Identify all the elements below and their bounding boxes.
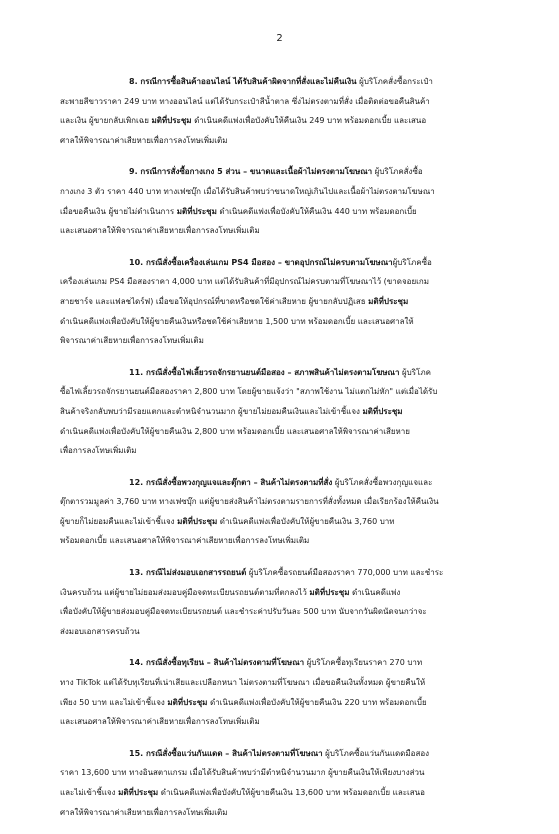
case-line	[60, 744, 506, 764]
case-heading: 13. กรณีไม่ส่งมอบเอกสารรถยนต์	[129, 568, 247, 578]
case-item-12	[60, 473, 506, 551]
case-line	[60, 162, 506, 182]
case-item-10	[60, 253, 506, 351]
case-text: ดำเนินคดีแพ่งเพื่อบังคับให้ผู้ขายคืนเงิน 3,760 บาท	[217, 516, 395, 526]
case-heading: 8. กรณีการซื้อสินค้าออนไลน์ ได้รับสินค้าผิดจากที่สั่งและไม่คืนเงิน	[129, 77, 357, 86]
case-line: เครื่องเล่นเกม PS4 มือสองราคา 4,000 บาท แต่ได้รับสินค้าที่มีอุปกรณ์ไม่ครบตามที่โฆษณาไว้ (ขาดจอยเกม	[60, 277, 429, 287]
resolution-label: มติที่ประชุม	[177, 516, 218, 526]
case-text: และไม่เข้าชี้แจง	[60, 788, 119, 797]
resolution-label: มติที่ประชุม	[368, 296, 409, 306]
case-line: พร้อมดอกเบี้ย และเสนอศาลให้พิจารณาค่าเสียหายเพื่อการลงโทษเพิ่มเติม	[60, 536, 310, 546]
resolution-label: มติที่ประชุม	[167, 697, 208, 707]
case-text: ผู้บริโภคซื้อ	[392, 257, 432, 267]
case-heading: 14. กรณีสั่งซื้อทุเรียน – สินค้าไม่ตรงตามที่โฆษณา	[129, 658, 305, 668]
resolution-label: มติที่ประชุม	[309, 587, 350, 597]
case-item-8	[60, 72, 506, 150]
case-text: ผู้บริโภคสั่งซื้อกระเป๋า	[356, 77, 433, 86]
page-number: 2	[276, 33, 283, 44]
case-text: เมื่อขอคืนเงิน ผู้ขายไม่ดำเนินการ	[60, 206, 177, 216]
case-line	[60, 292, 506, 312]
case-heading: 12. กรณีสั่งซื้อพวงกุญแจและตุ๊กตา – สินค้าไม่ตรงตามที่สั่ง	[129, 477, 333, 487]
case-text: ดำเนินคดีแพ่งเพื่อบังคับให้ผู้ขายคืนเงิน 220 บาท พร้อมดอกเบี้ย	[207, 697, 427, 707]
case-text: ดำเนินคดีแพ่งเพื่อบังคับให้คืนเงิน 249 บาท พร้อมดอกเบี้ย และเสนอ	[191, 116, 427, 126]
case-line	[60, 693, 506, 713]
case-text: ดำเนินคดีแพ่ง	[349, 587, 401, 597]
case-item-14	[60, 653, 506, 731]
case-text: ผู้ขายก็ไม่ยอมคืนและไม่เข้าชี้แจง	[60, 516, 178, 526]
case-line: เพื่อการลงโทษเพิ่มเติม	[60, 446, 137, 456]
case-line: ดำเนินคดีแพ่งเพื่อบังคับให้ผู้ขายคืนเงิน 2,800 บาท พร้อมดอกเบี้ย และเสนอศาลให้พิจารณาค่าเสียหาย	[60, 426, 410, 436]
case-line	[60, 253, 506, 273]
case-heading: 15. กรณีสั่งซื้อแว่นกันแดด – สินค้าไม่ตรงตามที่โฆษณา	[129, 748, 323, 758]
case-line	[60, 653, 506, 673]
case-text: ผู้บริโภคสั่งซื้อพวงกุญแจและ	[332, 477, 433, 487]
case-line	[60, 563, 506, 583]
case-heading: 9. กรณีการสั่งซื้อกางเกง 5 ส่วน – ขนาดและเนื้อผ้าไม่ตรงตามโฆษณา	[129, 167, 373, 177]
case-line	[60, 202, 506, 222]
case-line	[60, 111, 506, 131]
case-line	[60, 473, 506, 493]
case-line: กางเกง 3 ตัว ราคา 440 บาท ทางเฟซบุ๊ก เมื่อได้รับสินค้าพบว่าขนาดใหญ่เกินไปและเนื้อผ้าไม่ตรงตามโฆษณา	[60, 186, 435, 196]
case-heading: 10. กรณีสั่งซื้อเครื่องเล่นเกม PS4 มือสอง – ขาดอุปกรณ์ไม่ครบตามโฆษณา	[129, 257, 393, 267]
case-text: และเงิน ผู้ขายกลับเพิกเฉย	[60, 116, 152, 126]
case-text: เพียง 50 บาท และไม่เข้าชี้แจง	[60, 697, 168, 707]
case-item-9	[60, 162, 506, 240]
case-line	[60, 363, 506, 383]
case-line: ศาลให้พิจารณาค่าเสียหายเพื่อการลงโทษเพิ่มเติม	[60, 807, 228, 817]
resolution-label: มติที่ประชุม	[176, 206, 217, 216]
case-text: สายชาร์จ และแฟลชไดร์ฟ) เมื่อขอให้อุปกรณ์ที่ขาดหรือชดใช้ค่าเสียหาย ผู้ขายกลับปฏิเสธ	[60, 296, 369, 306]
case-text: ผู้บริโภค	[399, 367, 431, 377]
case-line	[60, 72, 506, 92]
case-line: ราคา 13,600 บาท ทางอินสตาแกรม เมื่อได้รับสินค้าพบว่ามีตำหนิจำนวนมาก ผู้ขายคืนเงินให้เพียงบางส่วน	[60, 768, 425, 778]
case-line: สะพายสีขาวราคา 249 บาท ทางออนไลน์ แต่ได้รับกระเป๋าสีน้ำตาล ซึ่งไม่ตรงตามที่สั่ง เมื่อติดต่อขอคืนสินค้า	[60, 96, 430, 106]
case-line: ศาลให้พิจารณาค่าเสียหายเพื่อการลงโทษเพิ่มเติม	[60, 135, 228, 145]
case-text: เงินครบถ้วน แต่ผู้ขายไม่ยอมส่งมอบคู่มือจดทะเบียนรถยนต์ตามที่ตกลงไว้	[60, 587, 310, 597]
case-line: ส่งมอบเอกสารครบถ้วน	[60, 626, 140, 636]
case-line	[60, 402, 506, 422]
case-line	[60, 512, 506, 532]
case-line: พิจารณาค่าเสียหายเพื่อการลงโทษเพิ่มเติม	[60, 336, 204, 346]
document-body	[60, 72, 506, 834]
case-heading: 11. กรณีสั่งซื้อไฟเลี้ยวรถจักรยานยนต์มือสอง – สภาพสินค้าไม่ตรงตามโฆษณา	[129, 367, 400, 377]
case-text: ผู้บริโภคซื้อทุเรียนราคา 270 บาท	[304, 658, 423, 668]
case-text: ผู้บริโภคซื้อรถยนต์มือสองราคา 770,000 บาท และชำระ	[246, 568, 444, 578]
case-line	[60, 783, 506, 803]
case-text: ดำเนินคดีแพ่งเพื่อบังคับให้คืนเงิน 440 บาท พร้อมดอกเบี้ย	[216, 206, 417, 216]
case-text: สินค้าจริงกลับพบว่ามีรอยแตกและตำหนิจำนวนมาก ผู้ขายไม่ยอมคืนเงินและไม่เข้าชี้แจง	[60, 406, 363, 416]
resolution-label: มติที่ประชุม	[151, 116, 192, 126]
case-line: ดำเนินคดีแพ่งเพื่อบังคับให้ผู้ขายคืนเงินหรือชดใช้ค่าเสียหาย 1,500 บาท พร้อมดอกเบี้ย และเสนอศาลให้	[60, 316, 414, 326]
case-line: ตุ๊กตารวมมูลค่า 3,760 บาท ทางเฟซบุ๊ก แต่ผู้ขายส่งสินค้าไม่ตรงตามรายการที่สั่งทั้งหมด เมื่อเรียกร้องให้คืนเงิน	[60, 497, 439, 507]
case-text: ผู้บริโภคสั่งซื้อ	[372, 167, 423, 177]
case-item-15	[60, 744, 506, 822]
case-item-11	[60, 363, 506, 461]
resolution-label: มติที่ประชุม	[362, 406, 403, 416]
case-line: เพื่อบังคับให้ผู้ขายส่งมอบคู่มือจดทะเบียนรถยนต์ และชำระค่าปรับวันละ 500 บาท นับจากวันผิดนัดจนกว่าจะ	[60, 607, 427, 617]
resolution-label: มติที่ประชุม	[118, 788, 159, 797]
case-text: ผู้บริโภคซื้อแว่นกันแดดมือสอง	[322, 748, 430, 758]
case-line	[60, 583, 506, 603]
case-text: ดำเนินคดีแพ่งเพื่อบังคับให้ผู้ขายคืนเงิน 13,600 บาท พร้อมดอกเบี้ย และเสนอ	[158, 788, 425, 797]
case-line: และเสนอศาลให้พิจารณาค่าเสียหายเพื่อการลงโทษเพิ่มเติม	[60, 226, 260, 236]
case-line: และเสนอศาลให้พิจารณาค่าเสียหายเพื่อการลงโทษเพิ่มเติม	[60, 717, 260, 727]
case-line: ทาง TikTok แต่ได้รับทุเรียนที่เน่าเสียและเปลือกหนา ไม่ตรงตามที่โฆษณา เมื่อขอคืนเงินทั้งหมด ผู้ขายคืนให้	[60, 678, 426, 688]
case-line: ซื้อไฟเลี้ยวรถจักรยานยนต์มือสองราคา 2,800 บาท โดยผู้ขายแจ้งว่า "สภาพใช้งาน ไม่แตกไม่หัก" แต่เมื่อได้รับ	[60, 387, 438, 397]
case-item-13	[60, 563, 506, 641]
